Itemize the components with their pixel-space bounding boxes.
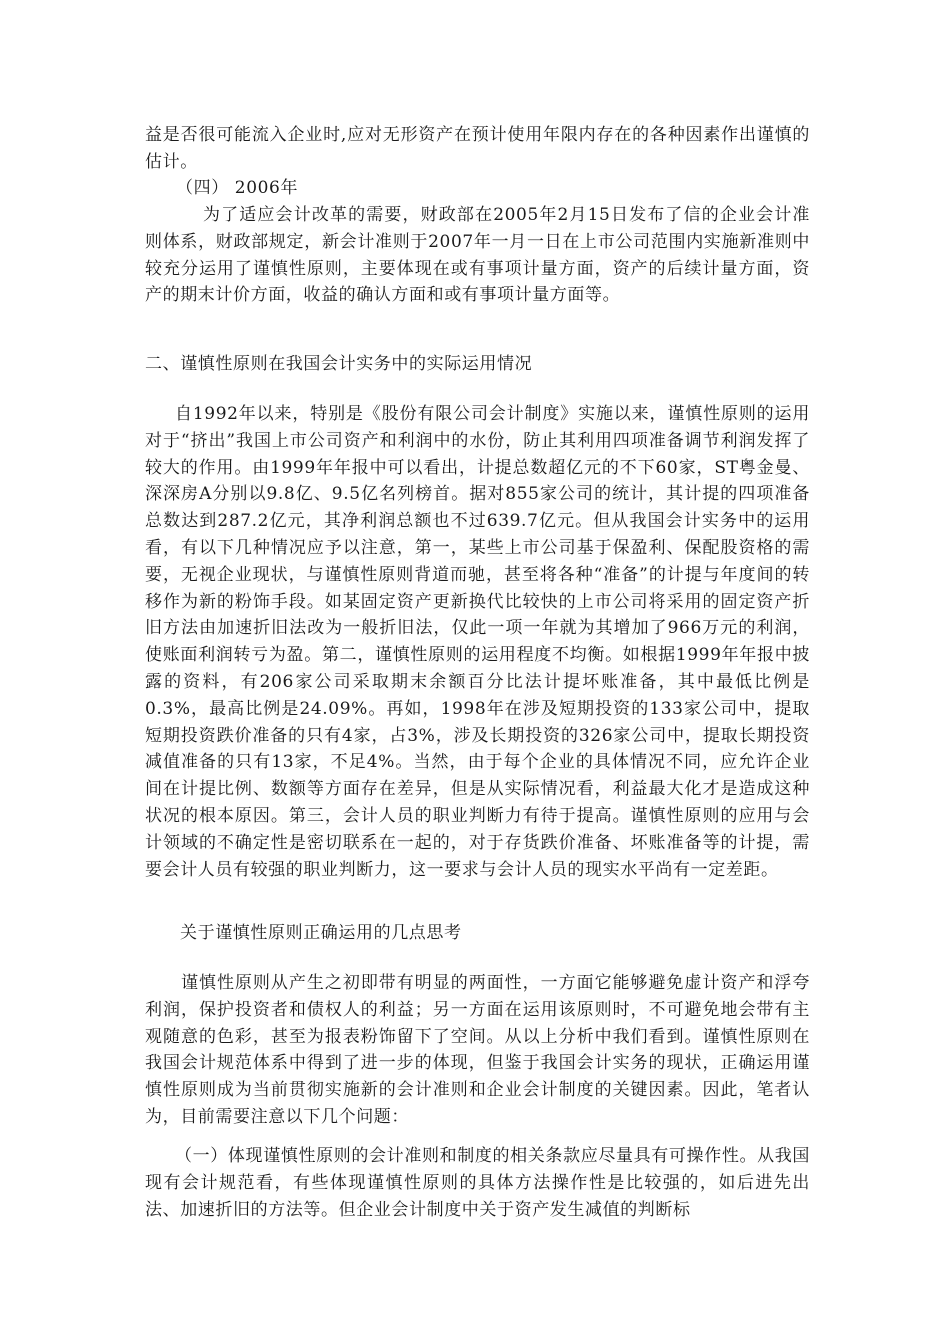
subsection-heading-2006: （四） 2006年 — [176, 178, 299, 198]
paragraph-reflections-intro: 谨慎性原则从产生之初即带有明显的两面性，一方面它能够避免虚计资产和浮夸利润，保护投资者和债权人的利益；另一方面在运用该原则时，不可避免地会带有主观随意的色彩，甚至为报表粉饰留下了空间。从以上分析中我们看到。谨慎性原则在我国会计规范体系中得到了进一步的体现，但鉴于我国会计实务的现状，正确运用谨慎性原则成为当前贯彻实施新的会计准则和企业会计制度的关键因素。因此，笔者认为，目前需要注意以下几个问题： — [145, 973, 810, 1127]
paragraph-new-standards-2006: 为了适应会计改革的需要，财政部在2005年2月15日发布了信的企业会计准则体系，财政部规定，新会计准则于2007年一月一日在上市公司范围内实施新准则中较充分运用了谨慎性原则，主要体现在或有事项计量方面，资产的后续计量方面，资产的期末计价方面，收益的确认方面和或有事项计量方面等。 — [145, 205, 810, 306]
paragraph-operability: （一）体现谨慎性原则的会计准则和制度的相关条款应尽量具有可操作性。从我国现有会计规范看，有些体现谨慎性原则的具体方法操作性是比较强的，如后进先出法、加速折旧的方法等。但企业会计制度中关于资产发生减值的判断标 — [145, 1146, 810, 1220]
section-title-practical-application: 二、谨慎性原则在我国会计实务中的实际运用情况 — [145, 354, 533, 374]
paragraph-practice-analysis: 自1992年以来，特别是《股份有限公司会计制度》实施以来，谨慎性原则的运用对于“挤出”我国上市公司资产和利润中的水份，防止其利用四项准备调节利润发挥了较大的作用。由1999年年报中可以看出，计提总数超亿元的不下60家，ST粤金曼、深深房A分别以9.8亿、9.5亿名列榜首。据对855家公司的统计，其计提的四项准备总数达到287.2亿元，其净利润总额也不过639.7亿元。但从我国会计实务中的运用看，有以下几种情况应予以注意，第一，某些上市公司基于保盈利、保配股资格的需要，无视企业现状，与谨慎性原则背道而驰，甚至将各种“准备”的计提与年度间的转移作为新的粉饰手段。如某固定资产更新换代比较快的上市公司将采用的固定资产折旧方法由加速折旧法改为一般折旧法，仅此一项一年就为其增加了966万元的利润，使账面利润转亏为盈。第二，谨慎性原则的运用程度不均衡。如根据1999年年报中披露的资料，有206家公司采取期末余额百分比法计提坏账准备，其中最低比例是0.3%，最高比例是24.09%。再如，1998年在涉及短期投资的133家公司中，提取短期投资跌价准备的只有4家，占3%，涉及长期投资的326家公司中，提取长期投资减值准备的只有13家，不足4%。当然，由于每个企业的具体情况不同，应允许企业间在计提比例、数额等方面存在差异，但是从实际情况看，利益最大化才是造成这种状况的根本原因。第三，会计人员的职业判断力有待于提高。谨慎性原则的应用与会计领域的不确定性是密切联系在一起的，对于存货跌价准备、坏账准备等的计提，需要会计人员有较强的职业判断力，这一要求与会计人员的现实水平尚有一定差距。 — [145, 404, 810, 880]
section-title-reflections: 关于谨慎性原则正确运用的几点思考 — [180, 923, 462, 943]
paragraph-intangible-assets-end: 益是否很可能流入企业时,应对无形资产在预计使用年限内存在的各种因素作出谨慎的估计。 — [145, 125, 810, 172]
